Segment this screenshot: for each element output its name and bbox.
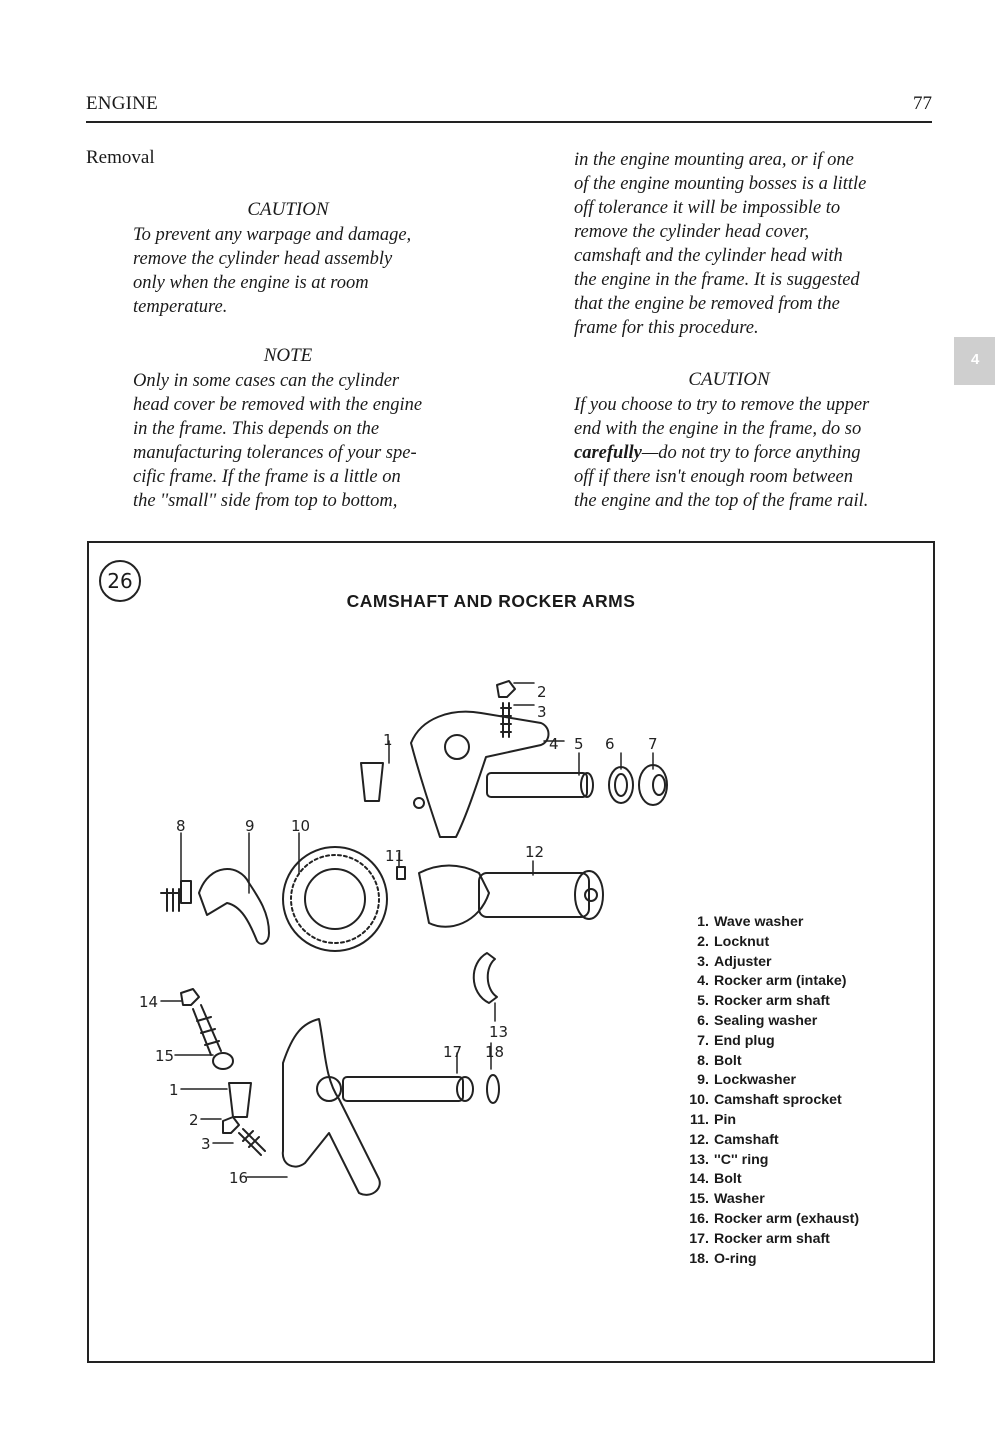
- text-line: the engine in the frame. It is suggested: [574, 270, 860, 290]
- right-continued-text: [574, 148, 884, 340]
- legend-part-name: Rocker arm shaft: [714, 1230, 830, 1247]
- legend-part-name: Lockwasher: [714, 1072, 797, 1089]
- callout-10: 10: [291, 817, 311, 835]
- camshaft-assembly: [161, 847, 603, 1003]
- chapter-tab: [954, 337, 995, 385]
- legend-number: 9.: [697, 1072, 709, 1089]
- callout-11: 11: [385, 847, 405, 865]
- text-line: in the engine mounting area, or if one: [574, 150, 854, 170]
- caution-line: off if there isn't enough room between: [574, 467, 854, 487]
- adjuster-bottom: [239, 1129, 265, 1155]
- legend-item: [678, 1170, 859, 1190]
- legend-number: 18.: [689, 1250, 709, 1267]
- callout-leaders: [161, 683, 653, 1177]
- text-line: that the engine be removed from the: [574, 294, 840, 314]
- legend-item: [678, 933, 859, 953]
- callout-1-bottom: 1: [169, 1081, 179, 1099]
- legend-item: [678, 1111, 859, 1131]
- caution-line-rest: —do not try to force anything: [641, 443, 861, 463]
- callout-16: 16: [229, 1169, 249, 1187]
- note-line: in the frame. This depends on the: [133, 419, 380, 439]
- legend-part-name: Adjuster: [714, 953, 772, 970]
- text-line: frame for this procedure.: [574, 318, 759, 338]
- legend-item: [678, 1190, 859, 1210]
- callout-6: 6: [605, 735, 615, 753]
- washer-15: [213, 1053, 233, 1069]
- legend-item: [678, 1151, 859, 1171]
- legend-part-name: Camshaft: [714, 1131, 779, 1148]
- chapter-tab-label: 4: [971, 351, 980, 368]
- caution-line: [574, 441, 884, 465]
- legend-number: 7.: [697, 1032, 709, 1049]
- note-line: cific frame. If the frame is a little on: [133, 467, 401, 487]
- emphasis-text: carefully: [574, 443, 642, 463]
- callout-12: 12: [525, 843, 545, 861]
- caution-body-right: [574, 393, 884, 513]
- legend-item: [678, 1230, 859, 1250]
- legend-item: [678, 913, 859, 933]
- note-title: NOTE: [263, 345, 313, 366]
- callout-5: 5: [574, 735, 584, 753]
- legend-number: 11.: [690, 1111, 709, 1128]
- parts-legend: [678, 913, 859, 1269]
- bolt-8: [161, 881, 191, 903]
- legend-part-name: Sealing washer: [714, 1012, 818, 1029]
- adjuster-top: [501, 703, 511, 737]
- legend-item: [678, 972, 859, 992]
- callout-4: 4: [549, 735, 559, 753]
- caution-line: temperature.: [133, 297, 228, 317]
- legend-part-name: Bolt: [714, 1052, 742, 1069]
- rocker-arm-bore: [445, 735, 469, 759]
- caution-line: To prevent any warpage and damage,: [133, 225, 412, 245]
- legend-part-name: Washer: [714, 1191, 765, 1208]
- legend-number: 16.: [689, 1210, 709, 1227]
- legend-item: [678, 1032, 859, 1052]
- legend-number: 3.: [697, 953, 709, 970]
- caution-line: only when the engine is at room: [133, 273, 369, 293]
- legend-item: [678, 1091, 859, 1111]
- wave-washer-bottom: [229, 1083, 251, 1117]
- sprocket-hub: [305, 869, 365, 929]
- text-line: camshaft and the cylinder head with: [574, 246, 843, 266]
- legend-part-name: O-ring: [714, 1250, 757, 1267]
- legend-item: [678, 953, 859, 973]
- legend-number: 6.: [697, 1012, 709, 1029]
- legend-number: 1.: [697, 914, 709, 930]
- legend-part-name: End plug: [714, 1032, 775, 1049]
- locknut-top: [497, 681, 515, 697]
- legend-item: [678, 1250, 859, 1270]
- legend-number: 10.: [689, 1092, 709, 1109]
- legend-part-name: Pin: [714, 1111, 737, 1128]
- note-line: Only in some cases can the cylinder: [133, 371, 400, 391]
- legend-part-name: Locknut: [714, 933, 770, 950]
- page-header: [86, 91, 932, 123]
- callout-18: 18: [485, 1043, 505, 1061]
- locknut-bottom: [223, 1117, 239, 1133]
- caution-line: the engine and the top of the frame rail.: [574, 491, 869, 511]
- note-line: the ''small'' side from top to bottom,: [133, 491, 398, 511]
- legend-part-name: Rocker arm (intake): [714, 973, 847, 990]
- callout-3: 3: [537, 703, 547, 721]
- callout-17: 17: [443, 1043, 463, 1061]
- text-line: remove the cylinder head cover,: [574, 222, 810, 242]
- legend-number: 5.: [697, 993, 709, 1010]
- legend-item: [678, 1071, 859, 1091]
- caution-body-left: [133, 223, 443, 319]
- legend-number: 4.: [697, 973, 709, 990]
- figure-number: 26: [99, 560, 141, 602]
- note-line: manufacturing tolerances of your spe-: [133, 443, 417, 463]
- callout-3-bottom: 3: [201, 1135, 211, 1153]
- text-line: of the engine mounting bosses is a little: [574, 174, 867, 194]
- o-ring-18: [487, 1075, 499, 1103]
- callout-14: 14: [139, 993, 159, 1011]
- exhaust-rocker-assembly: [181, 989, 499, 1195]
- callout-13: 13: [489, 1023, 509, 1041]
- legend-part-name: Wave washer: [714, 914, 804, 930]
- legend-item: [678, 1210, 859, 1230]
- legend-item: [678, 992, 859, 1012]
- legend-number: 8.: [697, 1052, 709, 1069]
- c-ring-13: [474, 953, 497, 1003]
- rocker-shaft-bottom: [343, 1077, 463, 1101]
- camshaft-body: [479, 873, 589, 917]
- legend-number: 13.: [689, 1151, 709, 1168]
- legend-number: 2.: [697, 933, 709, 950]
- caution-line: If you choose to try to remove the upper: [574, 395, 870, 415]
- callout-7: 7: [648, 735, 658, 753]
- legend-item: [678, 1131, 859, 1151]
- legend-part-name: ''C'' ring: [714, 1151, 769, 1168]
- legend-part-name: Rocker arm (exhaust): [714, 1210, 860, 1227]
- sealing-washer-top: [609, 767, 633, 803]
- legend-part-name: Bolt: [714, 1171, 742, 1188]
- legend-number: 17.: [689, 1230, 709, 1247]
- rocker-shaft-top: [487, 773, 587, 797]
- rocker-arm-exhaust: [283, 1019, 380, 1195]
- legend-part-name: Rocker arm shaft: [714, 993, 830, 1010]
- callout-2-bottom: 2: [189, 1111, 199, 1129]
- text-line: off tolerance it will be impossible to: [574, 198, 841, 218]
- legend-part-name: Camshaft sprocket: [714, 1092, 842, 1109]
- caution-line: remove the cylinder head assembly: [133, 249, 393, 269]
- note-body: [133, 369, 443, 513]
- figure-title: CAMSHAFT AND ROCKER ARMS: [346, 591, 636, 611]
- removal-heading: Removal: [86, 147, 155, 168]
- bolt-14-shank: [193, 1005, 221, 1055]
- legend-number: 14.: [689, 1171, 709, 1188]
- bolt-14-head: [181, 989, 199, 1005]
- legend-item: [678, 1052, 859, 1072]
- note-line: head cover be removed with the engine: [133, 395, 423, 415]
- lockwasher-9: [199, 869, 269, 944]
- figure-box: [87, 541, 935, 1363]
- caution-title-right: CAUTION: [688, 369, 770, 390]
- caution-line: end with the engine in the frame, do so: [574, 419, 862, 439]
- callout-2: 2: [537, 683, 547, 701]
- legend-number: 15.: [689, 1191, 709, 1208]
- pin-11: [397, 867, 405, 879]
- callout-9: 9: [245, 817, 255, 835]
- legend-item: [678, 1012, 859, 1032]
- legend-number: 12.: [689, 1131, 709, 1148]
- callout-8: 8: [176, 817, 186, 835]
- wave-washer-top: [361, 763, 383, 801]
- section-title: ENGINE: [86, 93, 158, 114]
- page-number: 77: [913, 93, 932, 114]
- caution-title-left: CAUTION: [247, 199, 329, 220]
- callout-15: 15: [155, 1047, 175, 1065]
- rocker-arm-intake: [411, 712, 549, 837]
- callout-1: 1: [383, 731, 393, 749]
